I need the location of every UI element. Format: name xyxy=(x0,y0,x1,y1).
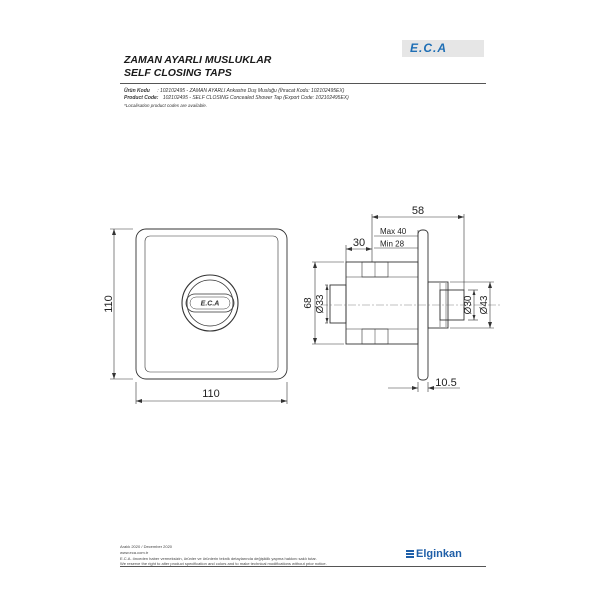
elginkan-brand xyxy=(406,548,462,560)
product-code-tr-label: Ürün Kodu xyxy=(124,88,150,94)
side-body xyxy=(346,262,418,344)
product-code-en-value: 102102495 - SELF CLOSING Concealed Shower Tap (Export Code: 102102495EX) xyxy=(162,95,349,101)
product-code-en-label: Product Code: xyxy=(124,95,159,101)
footer-note-en: We reserve the right to alter product specification and colors and to make technical modifications without prior notice. xyxy=(120,561,327,566)
dim-10-5: 10.5 xyxy=(435,377,457,389)
dim-d33: Ø33 xyxy=(315,294,326,314)
localisation-note: *Localisation product codes are available. xyxy=(124,103,208,108)
side-30-dim: 30 xyxy=(352,237,366,249)
min-dim: Min 28 xyxy=(380,239,405,249)
side-total-dim: 58 xyxy=(411,205,425,217)
dim-d30: Ø30 xyxy=(463,295,474,315)
elginkan-brand-text: Elginkan xyxy=(416,548,462,560)
front-height-dim: 110 xyxy=(103,295,115,313)
front-width-dim: 110 xyxy=(202,388,220,400)
dim-68: 68 xyxy=(303,297,314,309)
footer-note-tr: E.C.A. önceden haber vermeksizin, ürünler ve ürünlerin teknik detaylarında değişiklik yapma hakkını saklı tutar. xyxy=(120,556,317,561)
max-dim: Max 40 xyxy=(380,227,407,236)
elginkan-logo-icon xyxy=(406,550,414,558)
footer-date: Aralık 2020 / December 2020 xyxy=(120,544,173,549)
knob-badge: E.C.A xyxy=(200,300,220,308)
dim-d43: Ø43 xyxy=(479,295,490,315)
title-turkish: ZAMAN AYARLI MUSLUKLAR xyxy=(124,54,272,66)
title-english: SELF CLOSING TAPS xyxy=(124,67,232,79)
logo-text: E.C.A xyxy=(410,41,448,55)
footer-website[interactable]: www.eca.com.tr xyxy=(120,550,149,555)
product-code-tr-value: : 102102495 - ZAMAN AYARLI Ankastre Duş Musluğu (İhracat Kodu: 102102495EX) xyxy=(157,88,345,94)
side-knob xyxy=(330,285,346,323)
